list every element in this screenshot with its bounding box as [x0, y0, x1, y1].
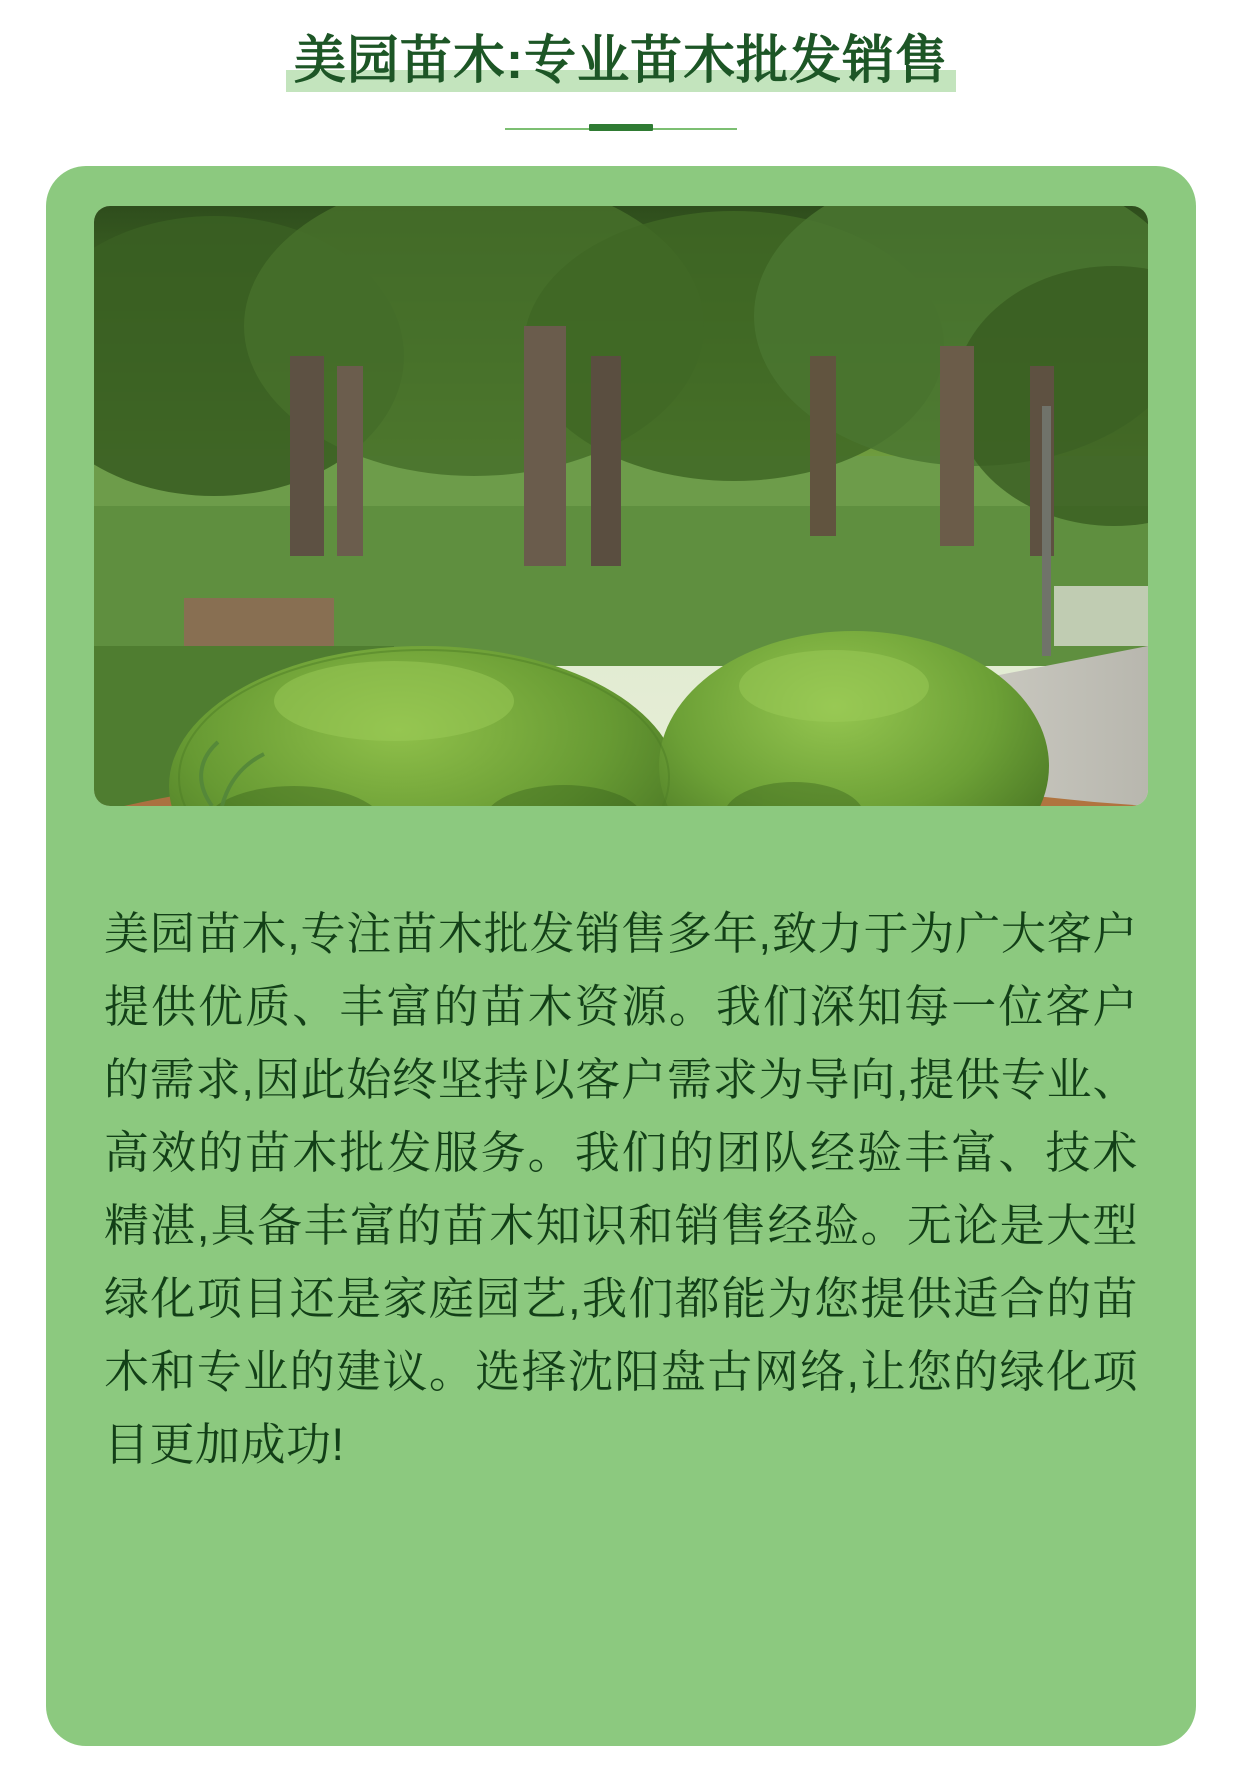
page-title-container	[0, 0, 1242, 98]
content-card	[46, 166, 1196, 1746]
photo-illustration	[94, 206, 1148, 806]
section-divider	[505, 124, 737, 134]
divider-dash	[589, 124, 653, 131]
page-title-text: 美园苗木:专业苗木批发销售	[293, 32, 949, 90]
boxwood-shrubs-photo	[94, 206, 1148, 806]
body-paragraph: 美园苗木,专注苗木批发销售多年,致力于为广大客户提供优质、丰富的苗木资源。我们深知每一位客户的需求,因此始终坚持以客户需求为导向,提供专业、高效的苗木批发服务。我们的团队经验丰富、技术精湛,具备丰富的苗木知识和销售经验。无论是大型绿化项目还是家庭园艺,我们都能为您提供适合的苗木和专业的建议。选择沈阳盘古网络,让您的绿化项目更加成功!	[104, 908, 1138, 1470]
page-title	[284, 26, 958, 98]
